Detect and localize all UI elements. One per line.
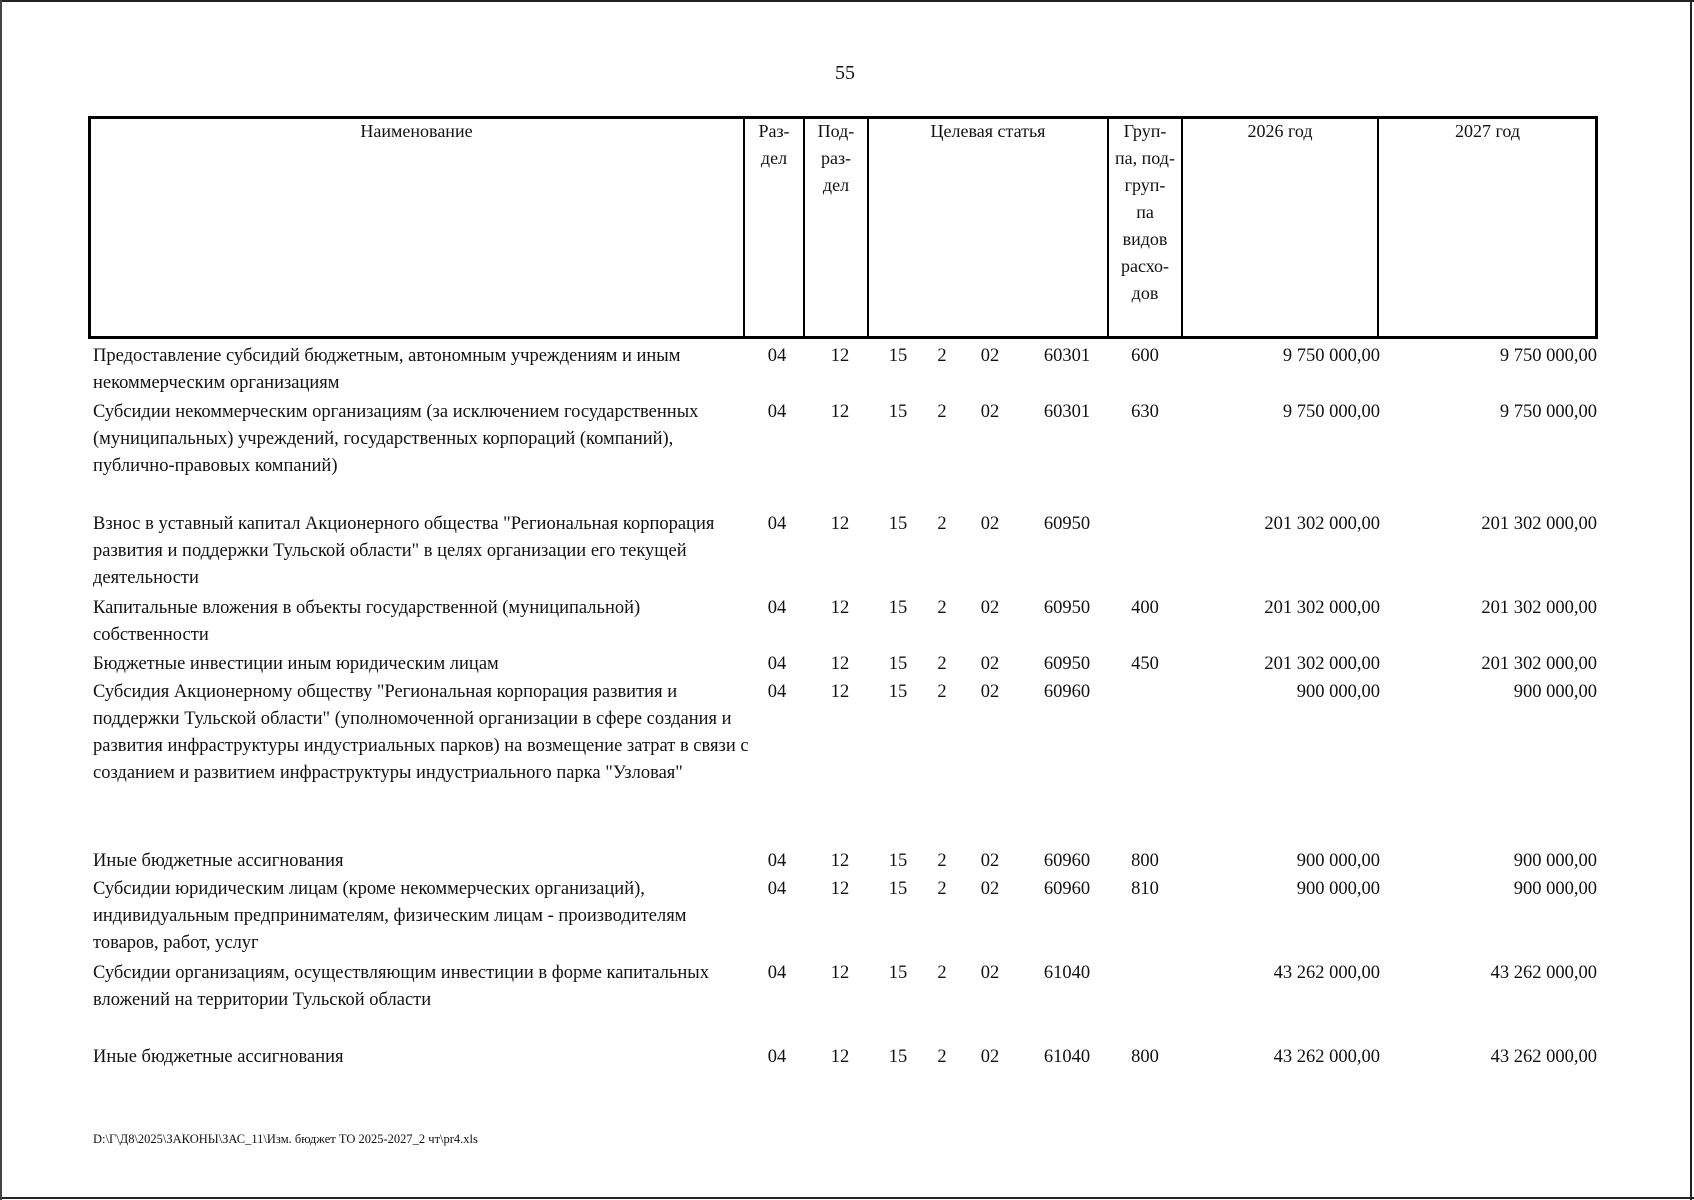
- row-name: Взнос в уставный капитал Акционерного общества "Региональная корпорация развития и поддержки Тульской области" в целях организации его текущей деятельности: [93, 514, 715, 588]
- row-name: Субсидии юридическим лицам (кроме некоммерческих организаций), индивидуальным предпринимателям, физическим лицам - производителям товаров, работ, услуг: [93, 879, 687, 953]
- row-rz: 04: [767, 1047, 787, 1067]
- row-pr: 12: [830, 879, 850, 899]
- row-pr: 12: [830, 682, 850, 702]
- row-t1: 15: [888, 682, 908, 702]
- row-vr: 630: [1131, 402, 1159, 422]
- row-rz: 04: [767, 851, 787, 871]
- row-v2027: 201 302 000,00: [1481, 654, 1597, 674]
- row-rz: 04: [767, 346, 787, 366]
- row-v2026: 43 262 000,00: [1273, 1047, 1380, 1067]
- row-v2026: 201 302 000,00: [1264, 514, 1380, 534]
- row-v2027: 43 262 000,00: [1490, 963, 1597, 983]
- row-t2: 2: [937, 654, 947, 674]
- row-rz: 04: [767, 879, 787, 899]
- row-pr: 12: [830, 1047, 850, 1067]
- row-t4: 60301: [1043, 346, 1091, 366]
- row-t2: 2: [937, 963, 947, 983]
- row-t2: 2: [937, 879, 947, 899]
- row-name: Иные бюджетные ассигнования: [93, 851, 344, 871]
- header-razdel: Раз- дел: [758, 121, 790, 168]
- header-divider: [867, 116, 869, 339]
- row-t2: 2: [937, 682, 947, 702]
- header-2026: 2026 год: [1247, 121, 1313, 141]
- header-divider: [1377, 116, 1379, 339]
- row-v2026: 9 750 000,00: [1282, 402, 1380, 422]
- row-t3: 02: [980, 514, 1000, 534]
- row-t2: 2: [937, 1047, 947, 1067]
- row-t2: 2: [937, 851, 947, 871]
- row-t3: 02: [980, 1047, 1000, 1067]
- row-t2: 2: [937, 598, 947, 618]
- row-v2027: 900 000,00: [1513, 682, 1597, 702]
- row-t2: 2: [937, 402, 947, 422]
- header-target: Целевая статья: [930, 121, 1046, 141]
- row-name: Капитальные вложения в объекты государственной (муниципальной) собственности: [93, 598, 641, 645]
- page-number: 55: [835, 62, 855, 84]
- row-v2027: 201 302 000,00: [1481, 514, 1597, 534]
- row-pr: 12: [830, 963, 850, 983]
- row-vr: 810: [1131, 879, 1159, 899]
- row-rz: 04: [767, 598, 787, 618]
- row-v2026: 201 302 000,00: [1264, 654, 1380, 674]
- row-rz: 04: [767, 402, 787, 422]
- row-pr: 12: [830, 654, 850, 674]
- row-name: Бюджетные инвестиции иным юридическим лицам: [93, 654, 499, 674]
- row-t3: 02: [980, 879, 1000, 899]
- row-vr: 450: [1131, 654, 1159, 674]
- row-v2026: 201 302 000,00: [1264, 598, 1380, 618]
- row-pr: 12: [830, 346, 850, 366]
- row-v2026: 43 262 000,00: [1273, 963, 1380, 983]
- row-name: Иные бюджетные ассигнования: [93, 1047, 344, 1067]
- row-pr: 12: [830, 402, 850, 422]
- row-t1: 15: [888, 879, 908, 899]
- row-t4: 60950: [1043, 598, 1091, 618]
- row-pr: 12: [830, 851, 850, 871]
- row-v2027: 9 750 000,00: [1499, 346, 1597, 366]
- row-vr: 800: [1131, 1047, 1159, 1067]
- row-t3: 02: [980, 402, 1000, 422]
- row-name: Предоставление субсидий бюджетным, автономным учреждениям и иным некоммерческим организациям: [93, 346, 681, 393]
- row-t3: 02: [980, 598, 1000, 618]
- row-t4: 61040: [1043, 963, 1091, 983]
- row-v2026: 900 000,00: [1296, 851, 1380, 871]
- row-t3: 02: [980, 851, 1000, 871]
- header-divider: [1181, 116, 1183, 339]
- scan-border-left: [0, 0, 2, 1200]
- row-rz: 04: [767, 963, 787, 983]
- row-t1: 15: [888, 514, 908, 534]
- row-rz: 04: [767, 654, 787, 674]
- row-t1: 15: [888, 346, 908, 366]
- row-t1: 15: [888, 851, 908, 871]
- row-t3: 02: [980, 682, 1000, 702]
- row-name: Субсидии организациям, осуществляющим инвестиции в форме капитальных вложений на территории Тульской области: [93, 963, 709, 1010]
- row-t4: 61040: [1043, 1047, 1091, 1067]
- row-t1: 15: [888, 963, 908, 983]
- row-pr: 12: [830, 598, 850, 618]
- header-2027: 2027 год: [1454, 121, 1521, 141]
- scan-border-bottom: [0, 1197, 1694, 1199]
- row-t1: 15: [888, 598, 908, 618]
- row-v2026: 900 000,00: [1296, 879, 1380, 899]
- row-t1: 15: [888, 1047, 908, 1067]
- row-v2027: 900 000,00: [1513, 879, 1597, 899]
- row-t3: 02: [980, 963, 1000, 983]
- row-rz: 04: [767, 514, 787, 534]
- row-t4: 60960: [1043, 682, 1091, 702]
- row-rz: 04: [767, 682, 787, 702]
- row-v2027: 9 750 000,00: [1499, 402, 1597, 422]
- row-t4: 60950: [1043, 654, 1091, 674]
- row-v2026: 9 750 000,00: [1282, 346, 1380, 366]
- row-t1: 15: [888, 654, 908, 674]
- row-vr: 600: [1131, 346, 1159, 366]
- row-vr: 400: [1131, 598, 1159, 618]
- row-v2026: 900 000,00: [1296, 682, 1380, 702]
- row-t4: 60960: [1043, 851, 1091, 871]
- row-v2027: 201 302 000,00: [1481, 598, 1597, 618]
- row-name: Субсидия Акционерному обществу "Региональная корпорация развития и поддержки Тульской области" (уполномоченной организации в сфере создания и развития инфраструктуры индустриальных парков) на возмещение затрат в связи с созданием и развитием инфраструктуры индустриального парка "Узловая": [93, 682, 749, 783]
- file-path: D:\Г\Д8\2025\ЗАКОНЫ\ЗАС_11\Изм. бюджет ТО 2025-2027_2 чт\pr4.xls: [93, 1132, 478, 1146]
- row-vr: 800: [1131, 851, 1159, 871]
- scan-border-top: [0, 0, 1694, 2]
- row-name: Субсидии некоммерческим организациям (за исключением государственных (муниципальных) учреждений, государственных корпораций (компаний), публично-правовых компаний): [93, 402, 699, 476]
- row-v2027: 900 000,00: [1513, 851, 1597, 871]
- row-t4: 60960: [1043, 879, 1091, 899]
- row-t1: 15: [888, 402, 908, 422]
- row-pr: 12: [830, 514, 850, 534]
- row-v2027: 43 262 000,00: [1490, 1047, 1597, 1067]
- header-name: Наименование: [360, 121, 473, 141]
- row-t4: 60950: [1043, 514, 1091, 534]
- row-t2: 2: [937, 346, 947, 366]
- row-t4: 60301: [1043, 402, 1091, 422]
- row-t3: 02: [980, 346, 1000, 366]
- scan-border-right: [1690, 0, 1692, 1200]
- header-podrazdel: Под- раз- дел: [817, 121, 855, 195]
- row-t2: 2: [937, 514, 947, 534]
- row-t3: 02: [980, 654, 1000, 674]
- header-group: Груп- па, под- груп- па видов расхо- дов: [1115, 121, 1175, 303]
